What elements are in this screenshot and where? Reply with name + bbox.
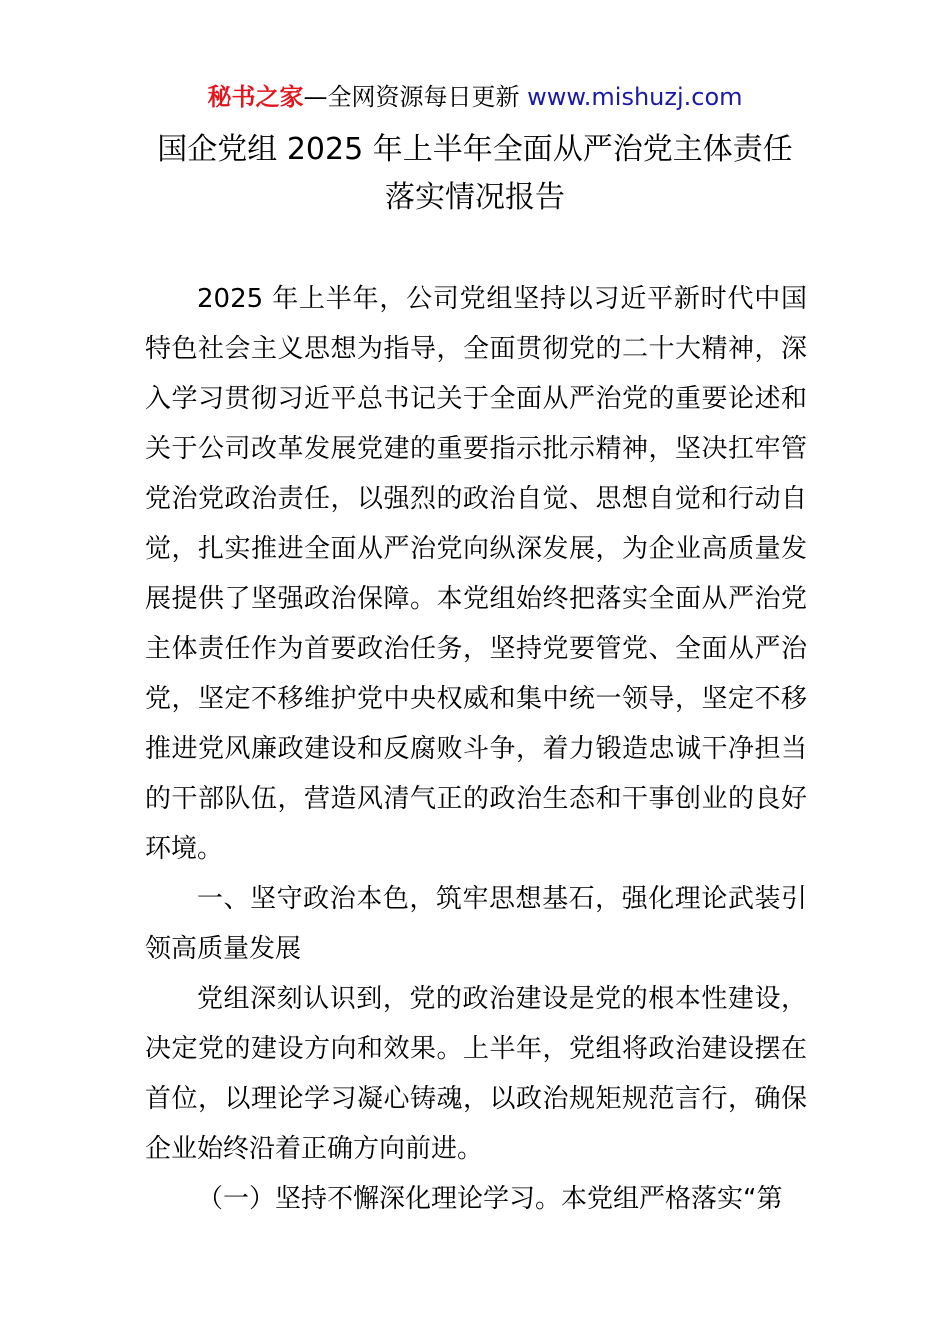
site-url-link[interactable]: www.mishuzj.com (527, 83, 743, 111)
subsection-1-paragraph: （一）坚持不懈深化理论学习。本党组严格落实“第 (197, 1184, 783, 1214)
document-title-line-2: 落实情况报告 (385, 180, 565, 215)
site-name: 秘书之家 (207, 83, 304, 111)
site-tagline: —全网资源每日更新 (303, 83, 520, 111)
document-body (145, 274, 807, 1224)
section-heading-1: 一、坚守政治本色，筑牢思想基石，强化理论武装引领高质量发展 (145, 884, 807, 964)
document-title-line-1: 国企党组 2025 年上半年全面从严治党主体责任 (157, 132, 793, 167)
watermark-header (0, 80, 950, 114)
intro-paragraph: 2025 年上半年，公司党组坚持以习近平新时代中国特色社会主义思想为指导，全面贯彻党的二十大精神，深入学习贯彻习近平总书记关于全面从严治党的重要论述和关于公司改革发展党建的重要指示批示精神，坚决扛牢管党治党政治责任，以强烈的政治自觉、思想自觉和行动自觉，扎实推进全面从严治党向纵深发展，为企业高质量发展提供了坚强政治保障。本党组始终把落实全面从严治党主体责任作为首要政治任务，坚持党要管党、全面从严治党，坚定不移维护党中央权威和集中统一领导，坚定不移推进党风廉政建设和反腐败斗争，着力锻造忠诚干净担当的干部队伍，营造风清气正的政治生态和干事创业的良好环境。 (145, 284, 807, 864)
section-1-paragraph: 党组深刻认识到，党的政治建设是党的根本性建设，决定党的建设方向和效果。上半年，党组将政治建设摆在首位，以理论学习凝心铸魂，以政治规矩规范言行，确保企业始终沿着正确方向前进。 (145, 984, 807, 1164)
